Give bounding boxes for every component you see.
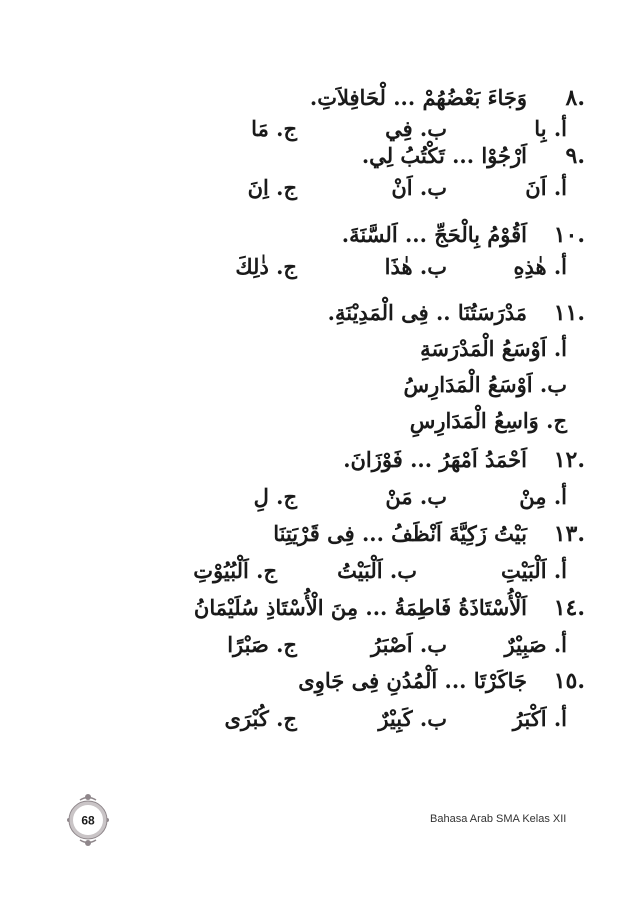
question-text: اَحْمَدُ اَمْهَرُ ... فَوْزَانَ. bbox=[343, 447, 527, 472]
question-text: جَاكَرْتَا ... اَلْمُدُنِ فِى جَاوِى bbox=[298, 668, 527, 693]
option-c: ج. لِ bbox=[253, 484, 297, 509]
question-14-row bbox=[150, 592, 585, 628]
question-15-row bbox=[150, 665, 585, 701]
question-14-options bbox=[150, 629, 585, 665]
question-number: .٩ bbox=[565, 143, 585, 169]
book-title: Bahasa Arab SMA Kelas XII bbox=[430, 813, 567, 825]
option-c: ج. صَبْرًا bbox=[227, 632, 297, 657]
option-b: ب. مَنْ bbox=[385, 484, 447, 509]
question-text: بَيْتُ زَكِيَّةَ اَنْظَفُ ... فِى قَرْيَتِنَا bbox=[273, 521, 527, 546]
option-b: ب. اَنْ bbox=[391, 175, 447, 200]
option-a: أ. هٰذِهِ bbox=[513, 254, 567, 279]
option-c: ج. مَا bbox=[251, 116, 297, 141]
option-b: ب. اَلْبَيْتُ bbox=[337, 558, 417, 583]
question-10-row bbox=[150, 219, 585, 255]
question-text: اَقُوْمُ بِالْحَجِّ ... اَلسَّنَةَ. bbox=[341, 222, 527, 247]
option-a: أ. بِا bbox=[534, 116, 567, 141]
question-11-option-a bbox=[150, 333, 585, 369]
option-a: أ. اَوْسَعُ الْمَدْرَسَةِ bbox=[420, 336, 567, 361]
question-9-options bbox=[150, 172, 585, 208]
option-c: ج. وَاسِعُ الْمَدَارِسِ bbox=[409, 408, 567, 433]
question-12-row bbox=[150, 444, 585, 480]
option-b: ب. هٰذَا bbox=[384, 254, 447, 279]
page-number-badge bbox=[66, 793, 110, 847]
question-text: اَرْجُوْا ... تَكْتُبُ لِي. bbox=[361, 143, 527, 168]
question-number: .١١ bbox=[553, 300, 585, 326]
question-10-options bbox=[150, 251, 585, 287]
question-number: .١٥ bbox=[553, 668, 585, 694]
question-text: وَجَاءَ بَعْضُهُمْ ... لْحَافِلاَتِ. bbox=[309, 85, 527, 110]
question-11-option-c bbox=[150, 405, 585, 441]
option-b: ب. كَبِيْرٌ bbox=[378, 706, 447, 731]
option-c: ج. كُبْرَى bbox=[224, 706, 297, 731]
question-15-options bbox=[150, 703, 585, 739]
question-9-row bbox=[150, 140, 585, 176]
question-13-options bbox=[150, 555, 585, 591]
question-number: .١٢ bbox=[553, 447, 585, 473]
question-number: .١٤ bbox=[553, 595, 585, 621]
option-a: أ. اَكْبَرُ bbox=[512, 706, 567, 731]
option-a: أ. اَلْبَيْتِ bbox=[501, 558, 567, 583]
question-number: .١٠ bbox=[553, 222, 585, 248]
option-c: ج. اَلْبُيُوْتِ bbox=[193, 558, 277, 583]
option-b: ب. فِي bbox=[385, 116, 447, 141]
question-number: .١٣ bbox=[553, 521, 585, 547]
option-b: ب. اَوْسَعُ الْمَدَارِسُ bbox=[403, 372, 567, 397]
option-c: ج. ذٰلِكَ bbox=[235, 254, 297, 279]
page-number: 68 bbox=[81, 813, 95, 828]
question-text: مَدْرَسَتُنَا .. فِى الْمَدِيْنَةِ. bbox=[327, 300, 527, 325]
question-text: اَلْأُسْتَاذَةُ فَاطِمَةُ ... مِنَ الْأُسْتَاذِ سُلَيْمَانُ bbox=[193, 595, 527, 620]
question-11-row bbox=[150, 297, 585, 333]
option-b: ب. اَصْبَرُ bbox=[371, 632, 447, 657]
option-a: أ. صَبِيْرٌ bbox=[504, 632, 567, 657]
option-a: أ. مِنْ bbox=[519, 484, 567, 509]
question-12-options bbox=[150, 481, 585, 517]
question-13-row bbox=[150, 518, 585, 554]
question-11-option-b bbox=[150, 369, 585, 405]
question-number: .٨ bbox=[565, 85, 585, 111]
option-c: ج. اِنَ bbox=[247, 175, 297, 200]
option-a: أ. اَنَ bbox=[525, 175, 567, 200]
